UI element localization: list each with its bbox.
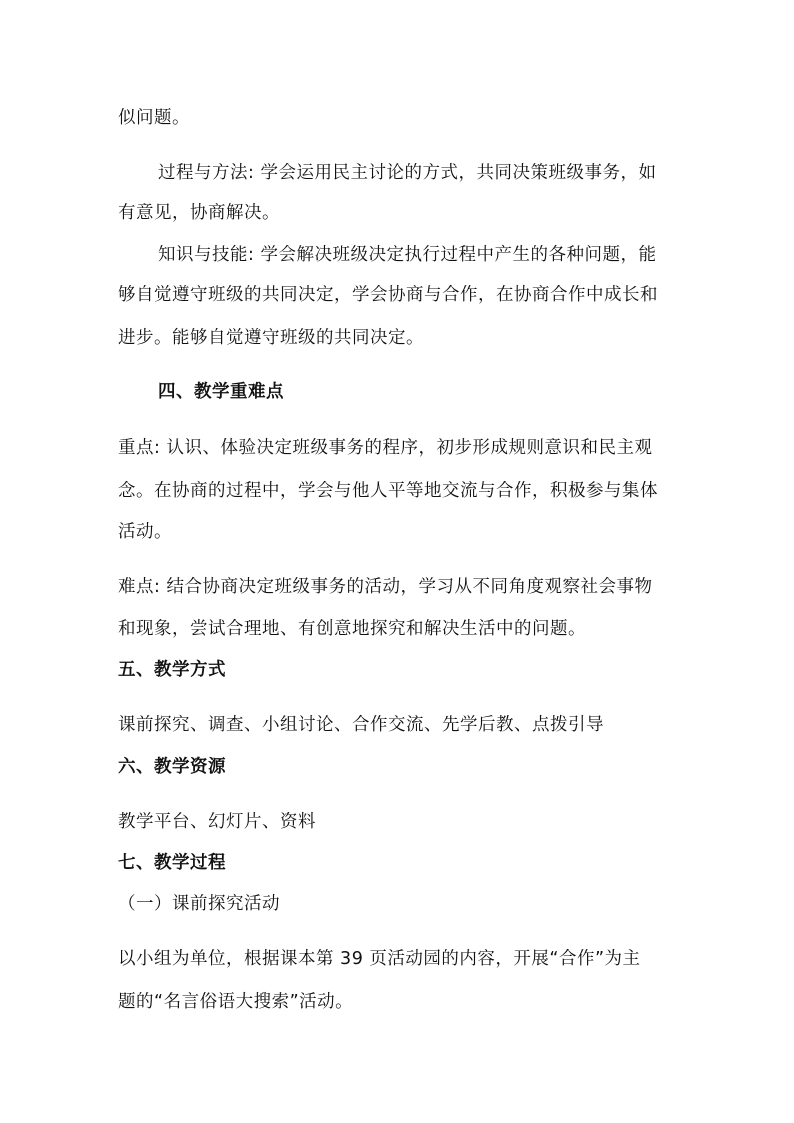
paragraph-line: 以小组为单位，根据课本第 39 页活动园的内容，开展“合作”为主 (118, 949, 641, 969)
paragraph-line: 够自觉遵守班级的共同决定，学会协商与合作，在协商合作中成长和 (118, 285, 658, 305)
section-heading: 七、教学过程 (118, 853, 226, 873)
paragraph-line: 活动。 (118, 522, 172, 542)
section-heading: 六、教学资源 (118, 757, 226, 777)
paragraph-line: 进步。能够自觉遵守班级的共同决定。 (118, 328, 424, 348)
paragraph-line: 过程与方法: 学会运用民主讨论的方式，共同决策班级事务，如 (158, 163, 657, 183)
paragraph-line: 重点: 认识、体验决定班级事务的程序，初步形成规则意识和民主观 (118, 438, 653, 458)
paragraph-line: 难点: 结合协商决定班级事务的活动，学习从不同角度观察社会事物 (118, 577, 653, 597)
paragraph-line: 似问题。 (118, 108, 190, 128)
paragraph-line: 题的“名言俗语大搜索”活动。 (118, 992, 354, 1012)
paragraph-line: 课前探究、调查、小组讨论、合作交流、先学后教、点拨引导 (118, 715, 604, 735)
paragraph-line: 有意见，协商解决。 (118, 203, 280, 223)
subsection-heading: （一）课前探究活动 (118, 894, 280, 914)
paragraph-line: 教学平台、幻灯片、资料 (118, 812, 316, 832)
paragraph-line: 念。在协商的过程中，学会与他人平等地交流与合作，积极参与集体 (118, 481, 658, 501)
section-heading: 四、教学重难点 (158, 382, 284, 402)
paragraph-line: 和现象，尝试合理地、有创意地探究和解决生活中的问题。 (118, 619, 586, 639)
section-heading: 五、教学方式 (118, 660, 226, 680)
paragraph-line: 知识与技能: 学会解决班级决定执行过程中产生的各种问题，能 (158, 245, 657, 265)
